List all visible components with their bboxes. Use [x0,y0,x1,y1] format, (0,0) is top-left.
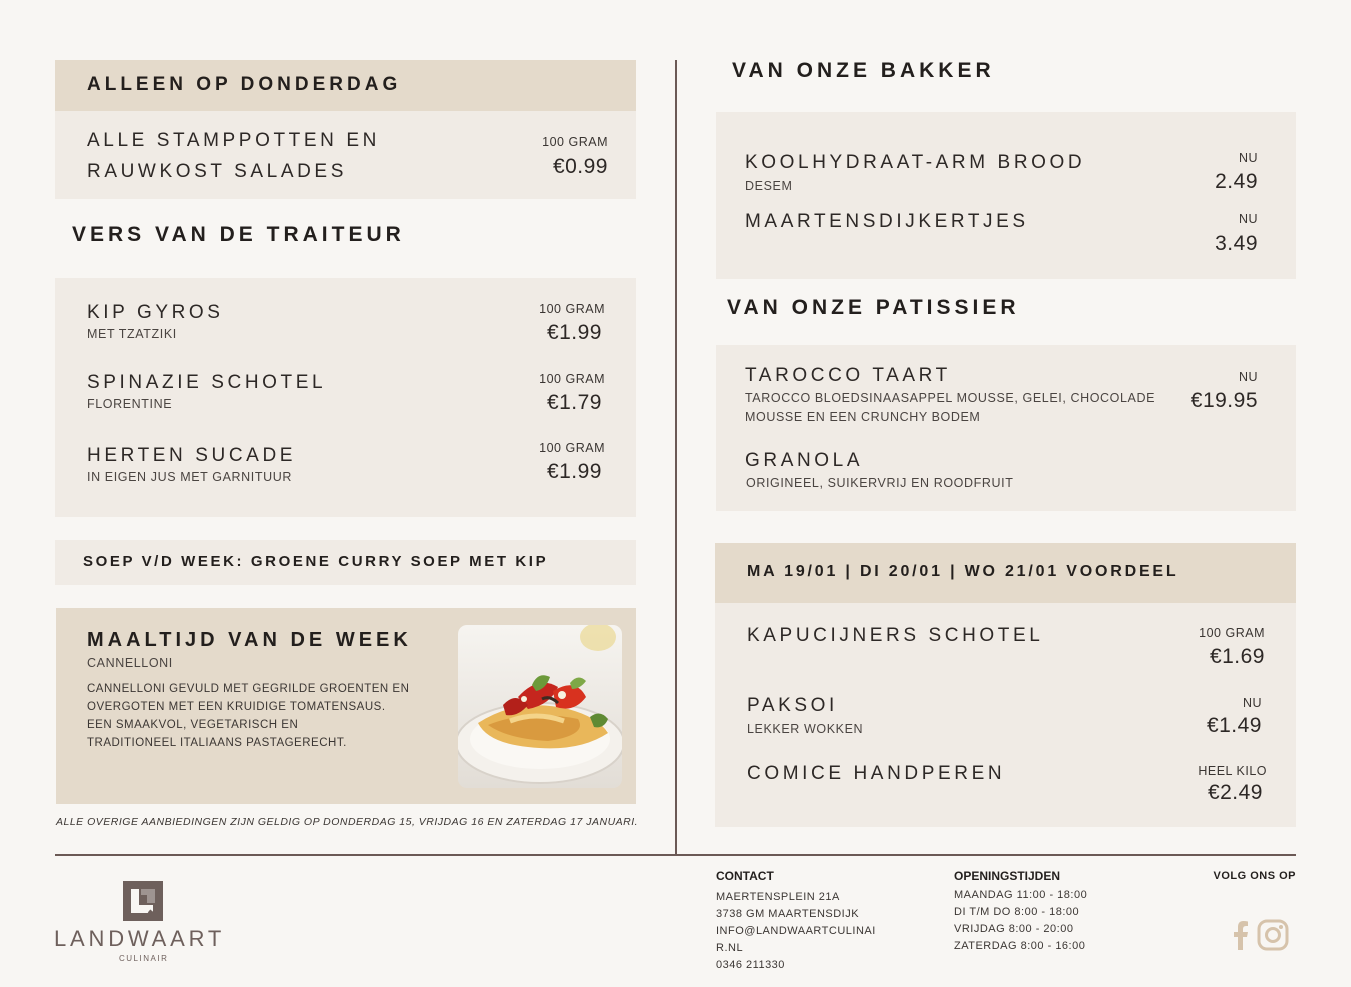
thursday-item-line1: ALLE STAMPPOTTEN EN [87,130,380,151]
bakker-item-unit: NU [1238,151,1258,165]
patissier-item-price: €19.95 [1190,389,1258,412]
hours-line: DI T/M DO 8:00 - 18:00 [954,906,1080,918]
contact-email-cont[interactable]: R.NL [716,942,744,954]
thursday-price: €0.99 [552,155,608,178]
patissier-item-sub: MOUSSE EN EEN CRUNCHY BODEM [745,410,981,424]
hours-line: ZATERDAG 8:00 - 16:00 [954,940,1086,952]
voordeel-item-unit: HEEL KILO [1198,764,1267,778]
soup-text: SOEP V/D WEEK: GROENE CURRY SOEP MET KIP [83,553,549,570]
traiteur-item-price: €1.99 [546,460,602,483]
patissier-item-sub: ORIGINEEL, SUIKERVRIJ EN ROODFRUIT [746,476,1014,490]
hours-title: OPENINGSTIJDEN [954,869,1061,883]
brand-name: LANDWAART [54,926,226,951]
traiteur-title: VERS VAN DE TRAITEUR [72,223,405,246]
bakker-item-price: 3.49 [1215,232,1258,255]
meal-photo [458,625,622,788]
bakker-item-name: KOOLHYDRAAT-ARM BROOD [745,152,1086,173]
traiteur-item-unit: 100 GRAM [539,441,605,455]
traiteur-item-name: KIP GYROS [87,302,224,323]
traiteur-item-price: €1.79 [546,391,602,414]
follow-title: VOLG ONS OP [1213,870,1296,882]
meal-desc-line: TRADITIONEEL ITALIAANS PASTAGERECHT. [87,737,347,749]
brand-subtitle: CULINAIR [119,954,169,963]
contact-line: MAERTENSPLEIN 21A [716,891,840,903]
voordeel-item-price: €1.69 [1209,645,1265,668]
voordeel-item-price: €2.49 [1207,781,1263,804]
thursday-item-line2: RAUWKOST SALADES [87,161,347,182]
meal-title: MAALTIJD VAN DE WEEK [87,629,412,651]
bakker-item-sub: DESEM [745,179,793,193]
traiteur-item-sub: FLORENTINE [87,397,173,411]
logo-mark [123,881,163,921]
bakker-item-name: MAARTENSDIJKERTJES [745,211,1029,232]
meal-desc-line: CANNELLONI GEVULD MET GEGRILDE GROENTEN EN [87,683,410,695]
meal-desc-line: EEN SMAAKVOL, VEGETARISCH EN [87,719,299,731]
voordeel-item-name: PAKSOI [747,695,838,716]
contact-email[interactable]: INFO@LANDWAARTCULINAI [716,925,876,937]
traiteur-item-unit: 100 GRAM [539,302,605,316]
meal-desc-line: OVERGOTEN MET EEN KRUIDIGE TOMATENSAUS. [87,701,386,713]
footer-divider [55,854,1296,856]
contact-phone[interactable]: 0346 211330 [716,959,785,971]
traiteur-item-name: SPINAZIE SCHOTEL [87,372,327,393]
bakker-item-unit: NU [1238,212,1258,226]
patissier-title: VAN ONZE PATISSIER [727,296,1020,319]
offer-footnote: ALLE OVERIGE AANBIEDINGEN ZIJN GELDIG OP DONDERDAG 15, VRIJDAG 16 EN ZATERDAG 17 JANUARI. [56,816,639,828]
instagram-icon[interactable] [1257,919,1289,951]
contact-line: 3738 GM MAARTENSDIJK [716,908,860,920]
bakker-title: VAN ONZE BAKKER [732,59,995,82]
traiteur-item-price: €1.99 [546,321,602,344]
traiteur-item-sub: MET TZATZIKI [87,327,177,341]
voordeel-item-unit: NU [1242,696,1262,710]
voordeel-item-name: KAPUCIJNERS SCHOTEL [747,625,1044,646]
thursday-unit: 100 GRAM [542,135,608,149]
meal-subtitle: CANNELLONI [87,656,173,670]
hours-line: MAANDAG 11:00 - 18:00 [954,889,1088,901]
patissier-item-sub: TAROCCO BLOEDSINAASAPPEL MOUSSE, GELEI, CHOCOLADE [745,391,1156,405]
thursday-title: ALLEEN OP DONDERDAG [87,74,402,95]
patissier-item-name: GRANOLA [745,450,864,471]
voordeel-item-name: COMICE HANDPEREN [747,763,1006,784]
patissier-item-unit: NU [1238,370,1258,384]
traiteur-item-name: HERTEN SUCADE [87,445,297,466]
facebook-icon[interactable] [1232,920,1250,950]
bakker-item-price: 2.49 [1215,170,1258,193]
voordeel-title: MA 19/01 | DI 20/01 | WO 21/01 VOORDEEL [747,563,1179,580]
traiteur-item-unit: 100 GRAM [539,372,605,386]
contact-title: CONTACT [716,869,774,883]
voordeel-item-price: €1.49 [1206,714,1262,737]
column-divider [675,60,677,855]
traiteur-item-sub: IN EIGEN JUS MET GARNITUUR [87,470,292,484]
voordeel-item-unit: 100 GRAM [1199,626,1265,640]
hours-line: VRIJDAG 8:00 - 20:00 [954,923,1074,935]
voordeel-item-sub: LEKKER WOKKEN [747,722,864,736]
patissier-item-name: TAROCCO TAART [745,365,951,386]
